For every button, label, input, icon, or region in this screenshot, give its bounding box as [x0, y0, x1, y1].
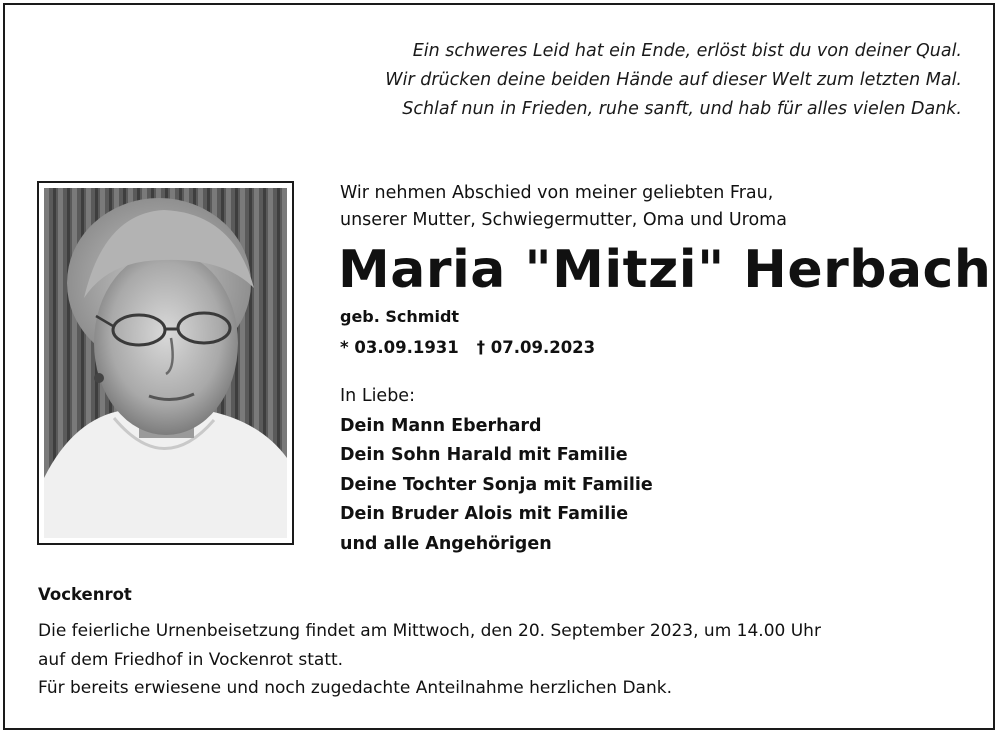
death-date: † 07.09.2023	[476, 338, 596, 357]
portrait-image	[44, 188, 287, 538]
funeral-notice	[38, 617, 821, 703]
place-name: Vockenrot	[38, 585, 132, 604]
mourner-entry: Deine Tochter Sonja mit Familie	[340, 474, 653, 495]
maiden-name: geb. Schmidt	[340, 307, 460, 326]
mourner-entry: Dein Sohn Harald mit Familie	[340, 445, 628, 465]
mourner-entry: Dein Mann Eberhard	[340, 415, 542, 436]
poem-line: Ein schweres Leid hat ein Ende, erlöst bist du von deiner Qual.	[412, 41, 962, 61]
birth-date: * 03.09.1931	[340, 338, 459, 357]
portrait-photo	[37, 181, 294, 545]
intro-line: unserer Mutter, Schwiegermutter, Oma und Uroma	[340, 210, 787, 230]
mourners-list	[340, 382, 653, 559]
mourner-entry: und alle Angehörigen	[340, 533, 552, 554]
mourners-heading: In Liebe:	[340, 386, 415, 406]
notice-line: Für bereits erwiesene und noch zugedachte Anteilnahme herzlichen Dank.	[38, 678, 672, 698]
notice-line: Die feierliche Urnenbeisetzung findet am Mittwoch, den 20. September 2023, um 14.00 Uhr	[38, 621, 821, 641]
life-dates	[340, 335, 595, 361]
mourner-entry: Dein Bruder Alois mit Familie	[340, 504, 629, 524]
poem	[385, 37, 962, 124]
poem-line: Wir drücken deine beiden Hände auf dieser Welt zum letzten Mal.	[385, 70, 962, 90]
deceased-name: Maria "Mitzi" Herbach	[338, 240, 992, 300]
poem-line: Schlaf nun in Frieden, ruhe sanft, und hab für alles vielen Dank.	[402, 99, 962, 119]
intro-text	[340, 180, 787, 234]
notice-line: auf dem Friedhof in Vockenrot statt.	[38, 649, 344, 670]
intro-line: Wir nehmen Abschied von meiner geliebten Frau,	[340, 183, 774, 203]
